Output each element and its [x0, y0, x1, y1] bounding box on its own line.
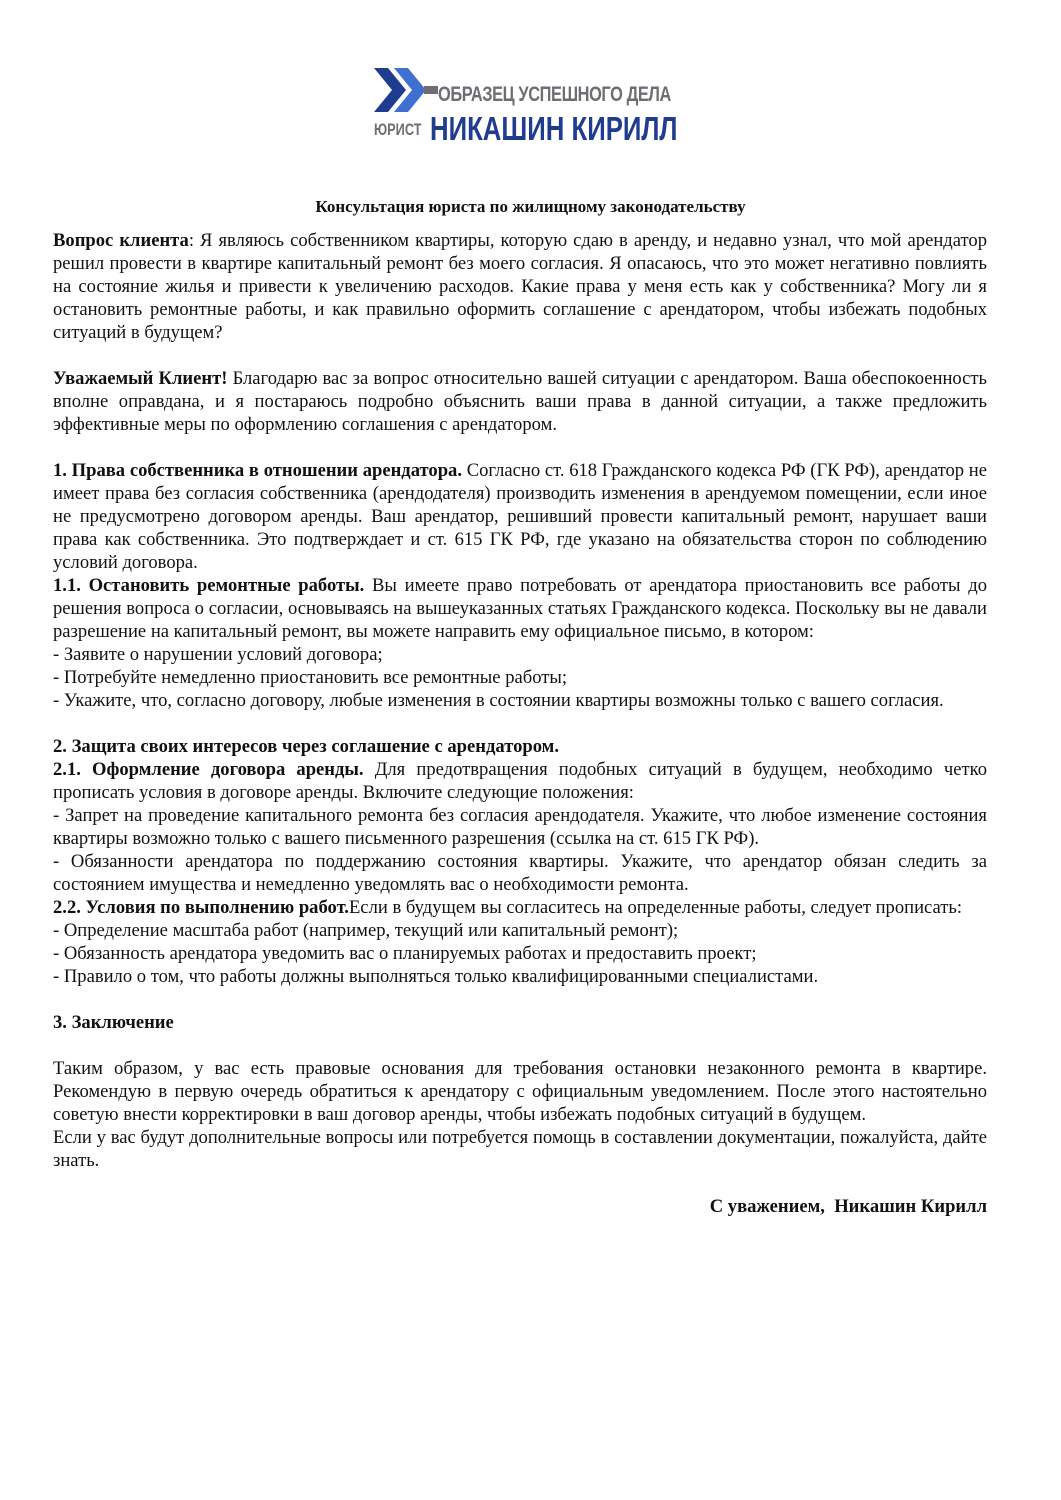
section2-sub1-paragraph: [53, 758, 987, 804]
list-item: - Заявите о нарушении условий договора;: [53, 644, 383, 665]
question-label: Вопрос клиента: [53, 230, 189, 251]
section2-sub2-text: Если в будущем вы согласитесь на определенные работы, следует прописать:: [348, 897, 963, 918]
signature: С уважением, Никашин Кирилл: [709, 1196, 987, 1217]
section1-sub1-paragraph: [53, 574, 987, 643]
section2-heading-text: 2. Защита своих интересов через соглашение с арендатором.: [53, 736, 559, 757]
list-item: - Обязанность арендатора уведомить вас о планируемых работах и предоставить проект;: [53, 943, 757, 964]
document-body: [53, 229, 987, 1218]
list-item: - Укажите, что, согласно договору, любые изменения в состоянии квартиры возможны только с вашего согласия.: [53, 690, 944, 711]
section3-heading-text: 3. Заключение: [53, 1012, 174, 1033]
greeting-label: Уважаемый Клиент!: [53, 368, 228, 389]
greeting-paragraph: [53, 367, 987, 436]
logo-name: НИКАШИН КИРИЛЛ: [430, 110, 678, 147]
section2-sub1-heading: 2.1. Оформление договора аренды.: [53, 759, 364, 780]
section3-heading: [53, 1011, 987, 1034]
list-item: - Правило о том, что работы должны выполняться только квалифицированными специалистами.: [53, 966, 819, 987]
section2-sub1-text: Для предотвращения подобных ситуаций в будущем, необходимо четко прописать условия в договоре аренды. Включите следующие положения:: [53, 759, 987, 803]
logo: [374, 68, 694, 148]
section1-text: Согласно ст. 618 Гражданского кодекса РФ (ГК РФ), арендатор не имеет права без согласия собственника (арендодателя) производить изменения в арендуемом помещении, если иное не предусмотрено договором аренды. Ваш арендатор, решивший провести капитальный ремонт, нарушает ваши права как собственника. Это подтверждает и ст. 615 ГК РФ, где указано на обязательства сторон по соблюдению условий договора.: [53, 460, 987, 573]
logo-prefix: ЮРИСТ: [374, 120, 422, 139]
section2-sub2-heading: 2.2. Условия по выполнению работ.: [53, 897, 349, 918]
conclusion-paragraph-2: Если у вас будут дополнительные вопросы или потребуется помощь в составлении документации, пожалуйста, дайте знать.: [53, 1127, 987, 1171]
section2-heading: [53, 735, 987, 758]
section1-sub1-text: Вы имеете право потребовать от арендатора приостановить все работы до решения вопроса о согласии, основываясь на вышеуказанных статьях Гражданского кодекса. Поскольку вы не давали разрешение на капитальный ремонт, вы можете направить ему официальное письмо, в котором:: [53, 575, 987, 642]
list-item: - Обязанности арендатора по поддержанию состояния квартиры. Укажите, что арендатор обязан следить за состоянием имущества и немедленно уведомлять вас о необходимости ремонта.: [53, 851, 987, 895]
section2-sub2-paragraph: [53, 896, 987, 919]
question-text: : Я являюсь собственником квартиры, которую сдаю в аренду, и недавно узнал, что мой арендатор решил провести в квартире капитальный ремонт без моего согласия. Я опасаюсь, что это может негативно повлиять на состояние жилья и привести к увеличению расходов. Какие права у меня есть как у собственника? Могу ли я остановить ремонтные работы, и как правильно оформить соглашение с арендатором, чтобы избежать подобных ситуаций в будущем?: [53, 230, 987, 343]
list-item: - Определение масштаба работ (например, текущий или капитальный ремонт);: [53, 920, 679, 941]
logo-tagline: ОБРАЗЕЦ УСПЕШНОГО ДЕЛА: [438, 83, 671, 106]
section1-paragraph: [53, 459, 987, 574]
client-question: [53, 229, 987, 344]
greeting-text: Благодарю вас за вопрос относительно вашей ситуации с арендатором. Ваша обеспокоенность вполне оправдана, и я постараюсь подробно объяснить ваши права в данной ситуации, а также предложить эффективные меры по оформлению соглашения с арендатором.: [53, 368, 988, 435]
document-title: Консультация юриста по жилищному законодательству: [315, 197, 746, 216]
conclusion-paragraph-1: Таким образом, у вас есть правовые основания для требования остановки незаконного ремонта в квартире. Рекомендую в первую очередь обратиться к арендатору с официальным уведомлением. После этого настоятельно советую внести корректировки в ваш договор аренды, чтобы избежать подобных ситуаций в будущем.: [53, 1058, 987, 1125]
list-item: - Запрет на проведение капитального ремонта без согласия арендодателя. Укажите, что любое изменение состояния квартиры возможно только с вашего письменного разрешения (ссылка на ст. 615 ГК РФ).: [53, 805, 987, 849]
section1-heading: 1. Права собственника в отношении арендатора.: [53, 460, 462, 481]
section1-sub1-heading: 1.1. Остановить ремонтные работы.: [53, 575, 365, 596]
list-item: - Потребуйте немедленно приостановить все ремонтные работы;: [53, 667, 568, 688]
